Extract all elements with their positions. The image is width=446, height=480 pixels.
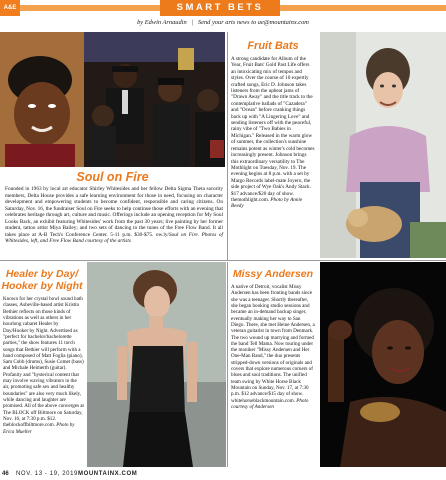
healer-body: Known for her crystal bowl sound bath classes, Asheville-based artist Kristin Bethier reflects on those kinds of vibrations as well as others in her hourlong cabaret Healer by Day/Hooker by Night. Advertised as "perfect for bachelor/bachelorette parties," the show features 11 torch songs that Bethier will perform with a band composed of Matt Foglia (piano), Sam Cobb (drums), Susie Comet (bass) and Michale Heimerth (guitar). Profanity and "hysterical content that may involve waving vibrators in the air, promoting safe sex and healthy boundaries" are also very much likely, while dancing and laughter are promised. All of the above converges at The BLOCK off Biltmore on Saturday, Nov. 16, at 7:30 p.m. $12. theblockoffbiltmore.com. — [3, 296, 84, 429]
soul-on-fire-text: Founded in 1963 by local art educator Shirley Whitesides and her fellow Delta Sigma Theta sorority members, Delta House provides a safe learning environment for those in need, focusing on character development and empowering students to become confident, responsible and caring citizens. On Saturday, Nov. 16, the fundraiser Soul on Fire seeks to help continue those efforts with an evening that celebrates heritage through art, culture and music. Offerings include an opening reception for My Soul Looks Back, an exhibit featuring Whitesides' work from the past 30 years; live painting by her former student, tattoo artist Miya Bailey; and two sets of dancing to the tunes of the Free Flow Band. It all takes place at A-B Tech's Conference Center. 5-11 p.m. $30-$75. ow.ly/Soul on Fire. Photos of Whitesides, left, and Free Flow Band courtesy of the artists — [5, 186, 223, 245]
fruit-bats-heading: Fruit Bats — [247, 40, 299, 52]
healer-credit: Photo by Erica Mueller — [3, 422, 75, 435]
fruit-bats-body: A strong candidate for Album of the Year, Fruit Bats' Gold Past Life offers an intoxicating mix of tempos and styles. Over the course of 10 expertly crafted songs, Eric D. Johnson takes listeners from the upbeat jams of "Drawn Away" and the title track to the contemplative ballads of "Cazadera" and "Ocean" before cranking things back up with "A Lingering Love" and sending listeners off with the peaceful, rainy vibe of "Two Babies in Michigan." Released in the warm glow of summer, the collection's sunshine remains potent as winter's cold becomes increasingly present. Johnson brings this extraordinary versatility to The Mothlight on Tuesday, Nov. 19. The evening begins at 8 p.m. with a set by Margo Records label-mate Joyero, the side project of Wye Oak's Andy Stack. $17 advance/$20 day of show. themothlight.com. — [231, 56, 315, 203]
byline — [0, 17, 446, 29]
healer-text — [3, 296, 84, 435]
healer-heading-line-1: Healer by Day/ — [5, 268, 79, 280]
missy-body: A native of Detroit, vocalist Missy Andersen has been fronting bands since she was a teenager. Shortly thereafter, she began booking studio sessions and became an in-demand backup singer, eventually making her way to San Diego. There, she met Heine Andersen, a veteran guitarist in town from Denmark. The two wound up marrying and formed the band Tell Mama. Now touring under the moniker "Missy Andersen and Her One-Man Band," the duo presents stripped-down versions of originals and covers that explore numerous corners of blues and soul traditions. The unified team swing by White Horse Black Mountain on Sunday, Nov. 17, at 7:30 p.m. $12 advance/$15 day of show. whitehorseblackmountain.com. — [231, 284, 315, 404]
fruit-bats-text — [231, 56, 315, 210]
fruit-bats-photo-art — [320, 32, 446, 258]
soul-on-fire-photo — [0, 32, 225, 167]
healer-photo-art — [87, 262, 226, 467]
healer-heading-line-2: Hooker by Night — [1, 280, 83, 292]
row-divider — [0, 260, 446, 261]
healer-heading — [0, 268, 84, 292]
missy-text — [231, 284, 315, 410]
header-band-right — [280, 5, 446, 11]
page-number: 46 — [2, 471, 9, 477]
section-header — [0, 0, 446, 16]
soul-on-fire-credit: Photos of Whitesides, left, and Free Flow Band courtesy of the artists — [5, 231, 223, 245]
fruit-bats-credit: Photo by Annie Beedy — [231, 196, 303, 210]
missy-heading: Missy Andersen — [232, 268, 314, 280]
soul-on-fire-body: Founded in 1963 by local art educator Shirley Whitesides and her fellow Delta Sigma Theta sorority members, Delta House provides a safe learning environment for those in need, focusing on character development and empowering students to become confident, responsible and caring citizens. On Saturday, Nov. 16, the fundraiser Soul on Fire seeks to help continue those efforts with an evening that celebrates heritage through art, culture and music. Offerings include an opening reception for My Soul Looks Back, an exhibit featuring Whitesides' work from the past 30 years; live painting by her former student, tattoo artist Miya Bailey; and two sets of dancing to the tunes of the Free Flow Band. It all takes place at A-B Tech's Conference Center. 5-11 p.m. $30-$75. ow.ly/ — [5, 186, 223, 238]
site-name: MOUNTAINX.COM — [78, 471, 138, 477]
soul-on-fire-heading: Soul on Fire — [76, 170, 149, 184]
missy-photo — [320, 262, 446, 467]
column-divider-lower — [227, 262, 228, 467]
page-footer — [0, 468, 446, 480]
issue-dates: NOV. 13 - 19, 2019 — [16, 471, 78, 477]
section-tag: A&E — [0, 0, 20, 16]
byline-note: Send your arts news to ae@mountainx.com — [197, 19, 309, 26]
byline-separator: | — [191, 19, 193, 26]
header-band-left — [20, 5, 160, 11]
byline-author: by Edwin Arnaudin — [137, 19, 187, 26]
missy-photo-art — [320, 262, 446, 467]
missy-credit: Photo courtesy of Andersen — [231, 397, 309, 410]
soul-on-fire-body-tail: Soul on Fire — [168, 231, 198, 238]
healer-photo — [87, 262, 226, 467]
soul-on-fire-photo-art — [0, 32, 225, 167]
fruit-bats-photo — [320, 32, 446, 258]
page-title: SMART BETS — [160, 0, 280, 16]
column-divider — [227, 32, 228, 260]
